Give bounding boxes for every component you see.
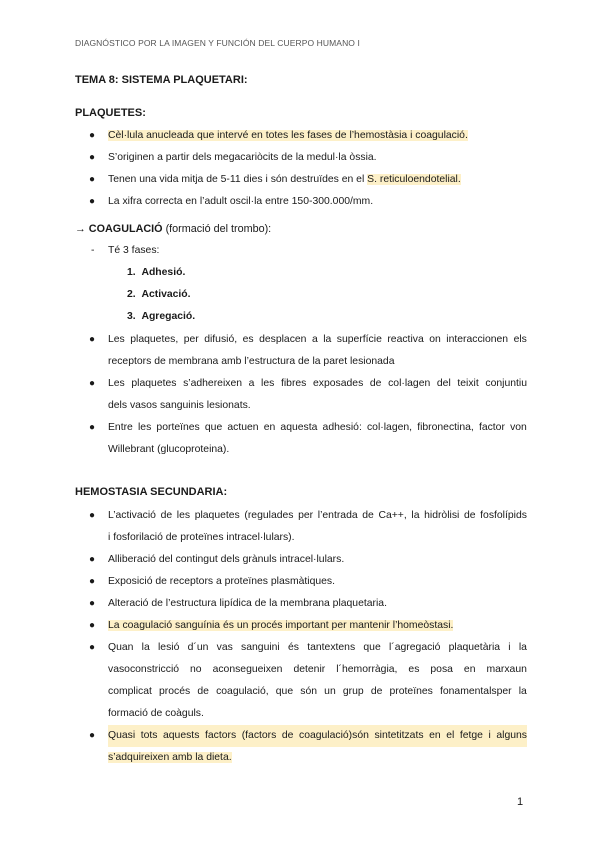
word: de bbox=[463, 510, 476, 521]
word: fibronectina, bbox=[417, 422, 474, 433]
section-heading-plaquetes: PLAQUETES: bbox=[75, 107, 146, 119]
word: fetge bbox=[459, 730, 483, 741]
word: reactiva bbox=[387, 334, 424, 345]
word: vasoconstricció bbox=[108, 664, 180, 675]
word: es bbox=[408, 664, 420, 675]
word: que bbox=[204, 422, 223, 433]
section-heading-hemostasia: HEMOSTASIA SECUNDARIA: bbox=[75, 486, 228, 498]
word: Quan bbox=[108, 642, 134, 653]
word: porteïnes bbox=[156, 422, 200, 433]
word: factor bbox=[478, 422, 505, 433]
word: detenir bbox=[293, 664, 326, 675]
bullet-marker: ● bbox=[89, 422, 96, 433]
arrow-icon: → bbox=[75, 223, 86, 235]
word: interaccionen bbox=[446, 334, 509, 345]
paragraph-line: formació de coàguls. bbox=[108, 708, 204, 719]
word: de bbox=[160, 510, 173, 521]
justified-line bbox=[108, 659, 527, 681]
numbered-item: 3. Agregació. bbox=[127, 311, 196, 322]
word: aquests bbox=[163, 730, 200, 741]
phases-intro: Té 3 fases: bbox=[108, 245, 160, 256]
word: l’entrada bbox=[317, 510, 358, 521]
word: els bbox=[513, 334, 527, 345]
word: sanguini bbox=[241, 642, 280, 653]
word: exposades bbox=[313, 378, 364, 389]
justified-line bbox=[108, 681, 527, 703]
list-item bbox=[108, 615, 453, 637]
word: la bbox=[518, 686, 527, 697]
word: col·lagen bbox=[388, 378, 431, 389]
highlighted-text: s’adquireixen amb la dieta. bbox=[108, 752, 232, 763]
word: col·lagen, bbox=[366, 422, 413, 433]
document-title: TEMA 8: SISTEMA PLAQUETARI: bbox=[75, 74, 248, 86]
word: fonamentalsper bbox=[439, 686, 512, 697]
word: i bbox=[488, 730, 491, 741]
paragraph-line: dels vasos sanguinis lesionats. bbox=[108, 400, 251, 411]
word: Les bbox=[108, 378, 125, 389]
word: l´hemorràgia, bbox=[336, 664, 398, 675]
paragraph-line: Willebrant (glucoproteina). bbox=[108, 444, 230, 455]
word: L’activació bbox=[108, 510, 156, 521]
word: adhesió: bbox=[322, 422, 362, 433]
word: de bbox=[362, 510, 374, 521]
running-header: DIAGNÓSTICO POR LA IMAGEN Y FUNCIÓN DEL CUERPO HUMANO I bbox=[75, 38, 360, 48]
bullet-marker: ● bbox=[89, 620, 96, 631]
word: fibres bbox=[280, 378, 307, 389]
word: plaquetes bbox=[194, 510, 240, 521]
word: fosfolípids bbox=[480, 510, 527, 521]
word: on bbox=[429, 334, 441, 345]
word: sintetitzats bbox=[374, 730, 424, 741]
justified-line bbox=[108, 373, 527, 395]
word: tots bbox=[140, 730, 158, 741]
bullet-marker: ● bbox=[89, 378, 96, 389]
list-item: La xifra correcta en l’adult oscil·la entre 150-300.000/mm. bbox=[108, 196, 374, 207]
justified-line bbox=[108, 329, 527, 351]
bullet-marker: ● bbox=[89, 730, 96, 741]
justified-line bbox=[108, 505, 527, 527]
paragraph-line bbox=[108, 747, 232, 769]
word: la bbox=[323, 334, 332, 345]
justified-line bbox=[108, 417, 527, 439]
word: de bbox=[370, 686, 383, 697]
bullet-marker: ● bbox=[89, 576, 96, 587]
word: les bbox=[261, 378, 275, 389]
word: marxaun bbox=[486, 664, 527, 675]
paragraph-line: receptors de membrana amb l’estructura de la paret lesionada bbox=[108, 356, 395, 367]
word: són bbox=[300, 686, 318, 697]
highlighted-text: La coagulació sanguínia és un procés important per mantenir l’homeòstasi. bbox=[108, 620, 454, 631]
word: de bbox=[281, 730, 294, 741]
numbered-item: 1. Adhesió. bbox=[127, 267, 186, 278]
word: d´un bbox=[187, 642, 209, 653]
word: la bbox=[411, 510, 420, 521]
word: factors bbox=[204, 730, 237, 741]
word: posa bbox=[430, 664, 453, 675]
word: hidròlisi bbox=[424, 510, 460, 521]
word: les bbox=[137, 422, 152, 433]
word: en bbox=[429, 730, 441, 741]
word: les bbox=[176, 510, 191, 521]
word: grup bbox=[342, 686, 364, 697]
word: lesió bbox=[157, 642, 180, 653]
highlighted-text: Cèl·lula anucleada que intervé en totes les fases de l’hemostàsia i coagulació. bbox=[108, 130, 468, 141]
word: Ca++, bbox=[378, 510, 407, 521]
word: alguns bbox=[496, 730, 527, 741]
word: plaquetes bbox=[131, 378, 177, 389]
word: per bbox=[298, 510, 314, 521]
word: Quasi bbox=[108, 730, 136, 741]
word: proteïnes bbox=[389, 686, 433, 697]
word: aconsegueixen bbox=[212, 664, 283, 675]
word: superfície bbox=[336, 334, 382, 345]
list-item: S’originen a partir dels megacariòcits de la medul·la òssia. bbox=[108, 152, 377, 163]
highlighted-text: S. reticuloendotelial. bbox=[367, 174, 461, 185]
word: tantextens bbox=[307, 642, 356, 653]
bullet-marker: ● bbox=[89, 174, 96, 185]
word: complicat bbox=[108, 686, 152, 697]
word: von bbox=[510, 422, 527, 433]
word: de bbox=[369, 378, 382, 389]
phases-line bbox=[91, 240, 160, 262]
bullet-marker: ● bbox=[89, 196, 96, 207]
word: a bbox=[248, 378, 255, 389]
list-item: Alliberació del contingut dels grànuls intracel·lulars. bbox=[108, 554, 345, 565]
word: l´agregació bbox=[388, 642, 441, 653]
word: (factors bbox=[241, 730, 277, 741]
paragraph-line: i fosforilació de proteïnes intracel·lulars). bbox=[108, 532, 295, 543]
word: procés bbox=[159, 686, 191, 697]
word: que bbox=[275, 686, 294, 697]
coagulacio-label: COAGULACIÓ bbox=[88, 223, 163, 235]
word: i bbox=[508, 642, 511, 653]
list-item: Alteració de l’estructura lipídica de la membrana plaquetaria. bbox=[108, 598, 387, 609]
page-number: 1 bbox=[517, 796, 524, 808]
bullet-marker: ● bbox=[89, 554, 96, 565]
word: desplacen bbox=[259, 334, 307, 345]
word: el bbox=[446, 730, 455, 741]
word: és bbox=[287, 642, 299, 653]
word: a bbox=[311, 334, 318, 345]
dash-marker: - bbox=[91, 245, 95, 256]
numbered-item: 2. Activació. bbox=[127, 289, 191, 300]
word: del bbox=[436, 378, 451, 389]
coagulacio-heading bbox=[75, 218, 271, 240]
word: plaquetària bbox=[448, 642, 501, 653]
bullet-marker: ● bbox=[89, 130, 96, 141]
bullet-marker: ● bbox=[89, 642, 96, 653]
word: la bbox=[518, 642, 527, 653]
bullet-marker: ● bbox=[89, 152, 96, 163]
word: conjuntiu bbox=[485, 378, 527, 389]
bullet-marker: ● bbox=[89, 334, 96, 345]
word: vas bbox=[216, 642, 233, 653]
word: es bbox=[242, 334, 254, 345]
word: un bbox=[324, 686, 336, 697]
word: que bbox=[363, 642, 381, 653]
word: per bbox=[183, 334, 199, 345]
bullet-marker: ● bbox=[89, 598, 96, 609]
justified-line bbox=[108, 637, 527, 659]
word: plaquetes, bbox=[130, 334, 179, 345]
word: Les bbox=[108, 334, 125, 345]
coagulacio-subtitle: (formació del trombo): bbox=[162, 223, 272, 235]
word: coagulació, bbox=[216, 686, 269, 697]
list-item bbox=[108, 125, 468, 147]
word: en bbox=[463, 664, 476, 675]
word: en bbox=[263, 422, 276, 433]
word: de bbox=[197, 686, 209, 697]
justified-line bbox=[108, 725, 527, 747]
bullet-marker: ● bbox=[89, 510, 96, 521]
word: Entre bbox=[108, 422, 133, 433]
word: (regulades bbox=[244, 510, 294, 521]
word: aquesta bbox=[280, 422, 318, 433]
word: no bbox=[190, 664, 202, 675]
list-item bbox=[108, 169, 461, 191]
list-item-text: Tenen una vida mitja de 5-11 dies i són destruïdes en el bbox=[108, 174, 368, 185]
list-item: Exposició de receptors a proteïnes plasmàtiques. bbox=[108, 576, 335, 587]
word: s’adhereixen bbox=[183, 378, 243, 389]
word: difusió, bbox=[204, 334, 238, 345]
word: coagulació)són bbox=[299, 730, 369, 741]
word: teixit bbox=[457, 378, 479, 389]
word: actuen bbox=[227, 422, 259, 433]
word: la bbox=[141, 642, 150, 653]
